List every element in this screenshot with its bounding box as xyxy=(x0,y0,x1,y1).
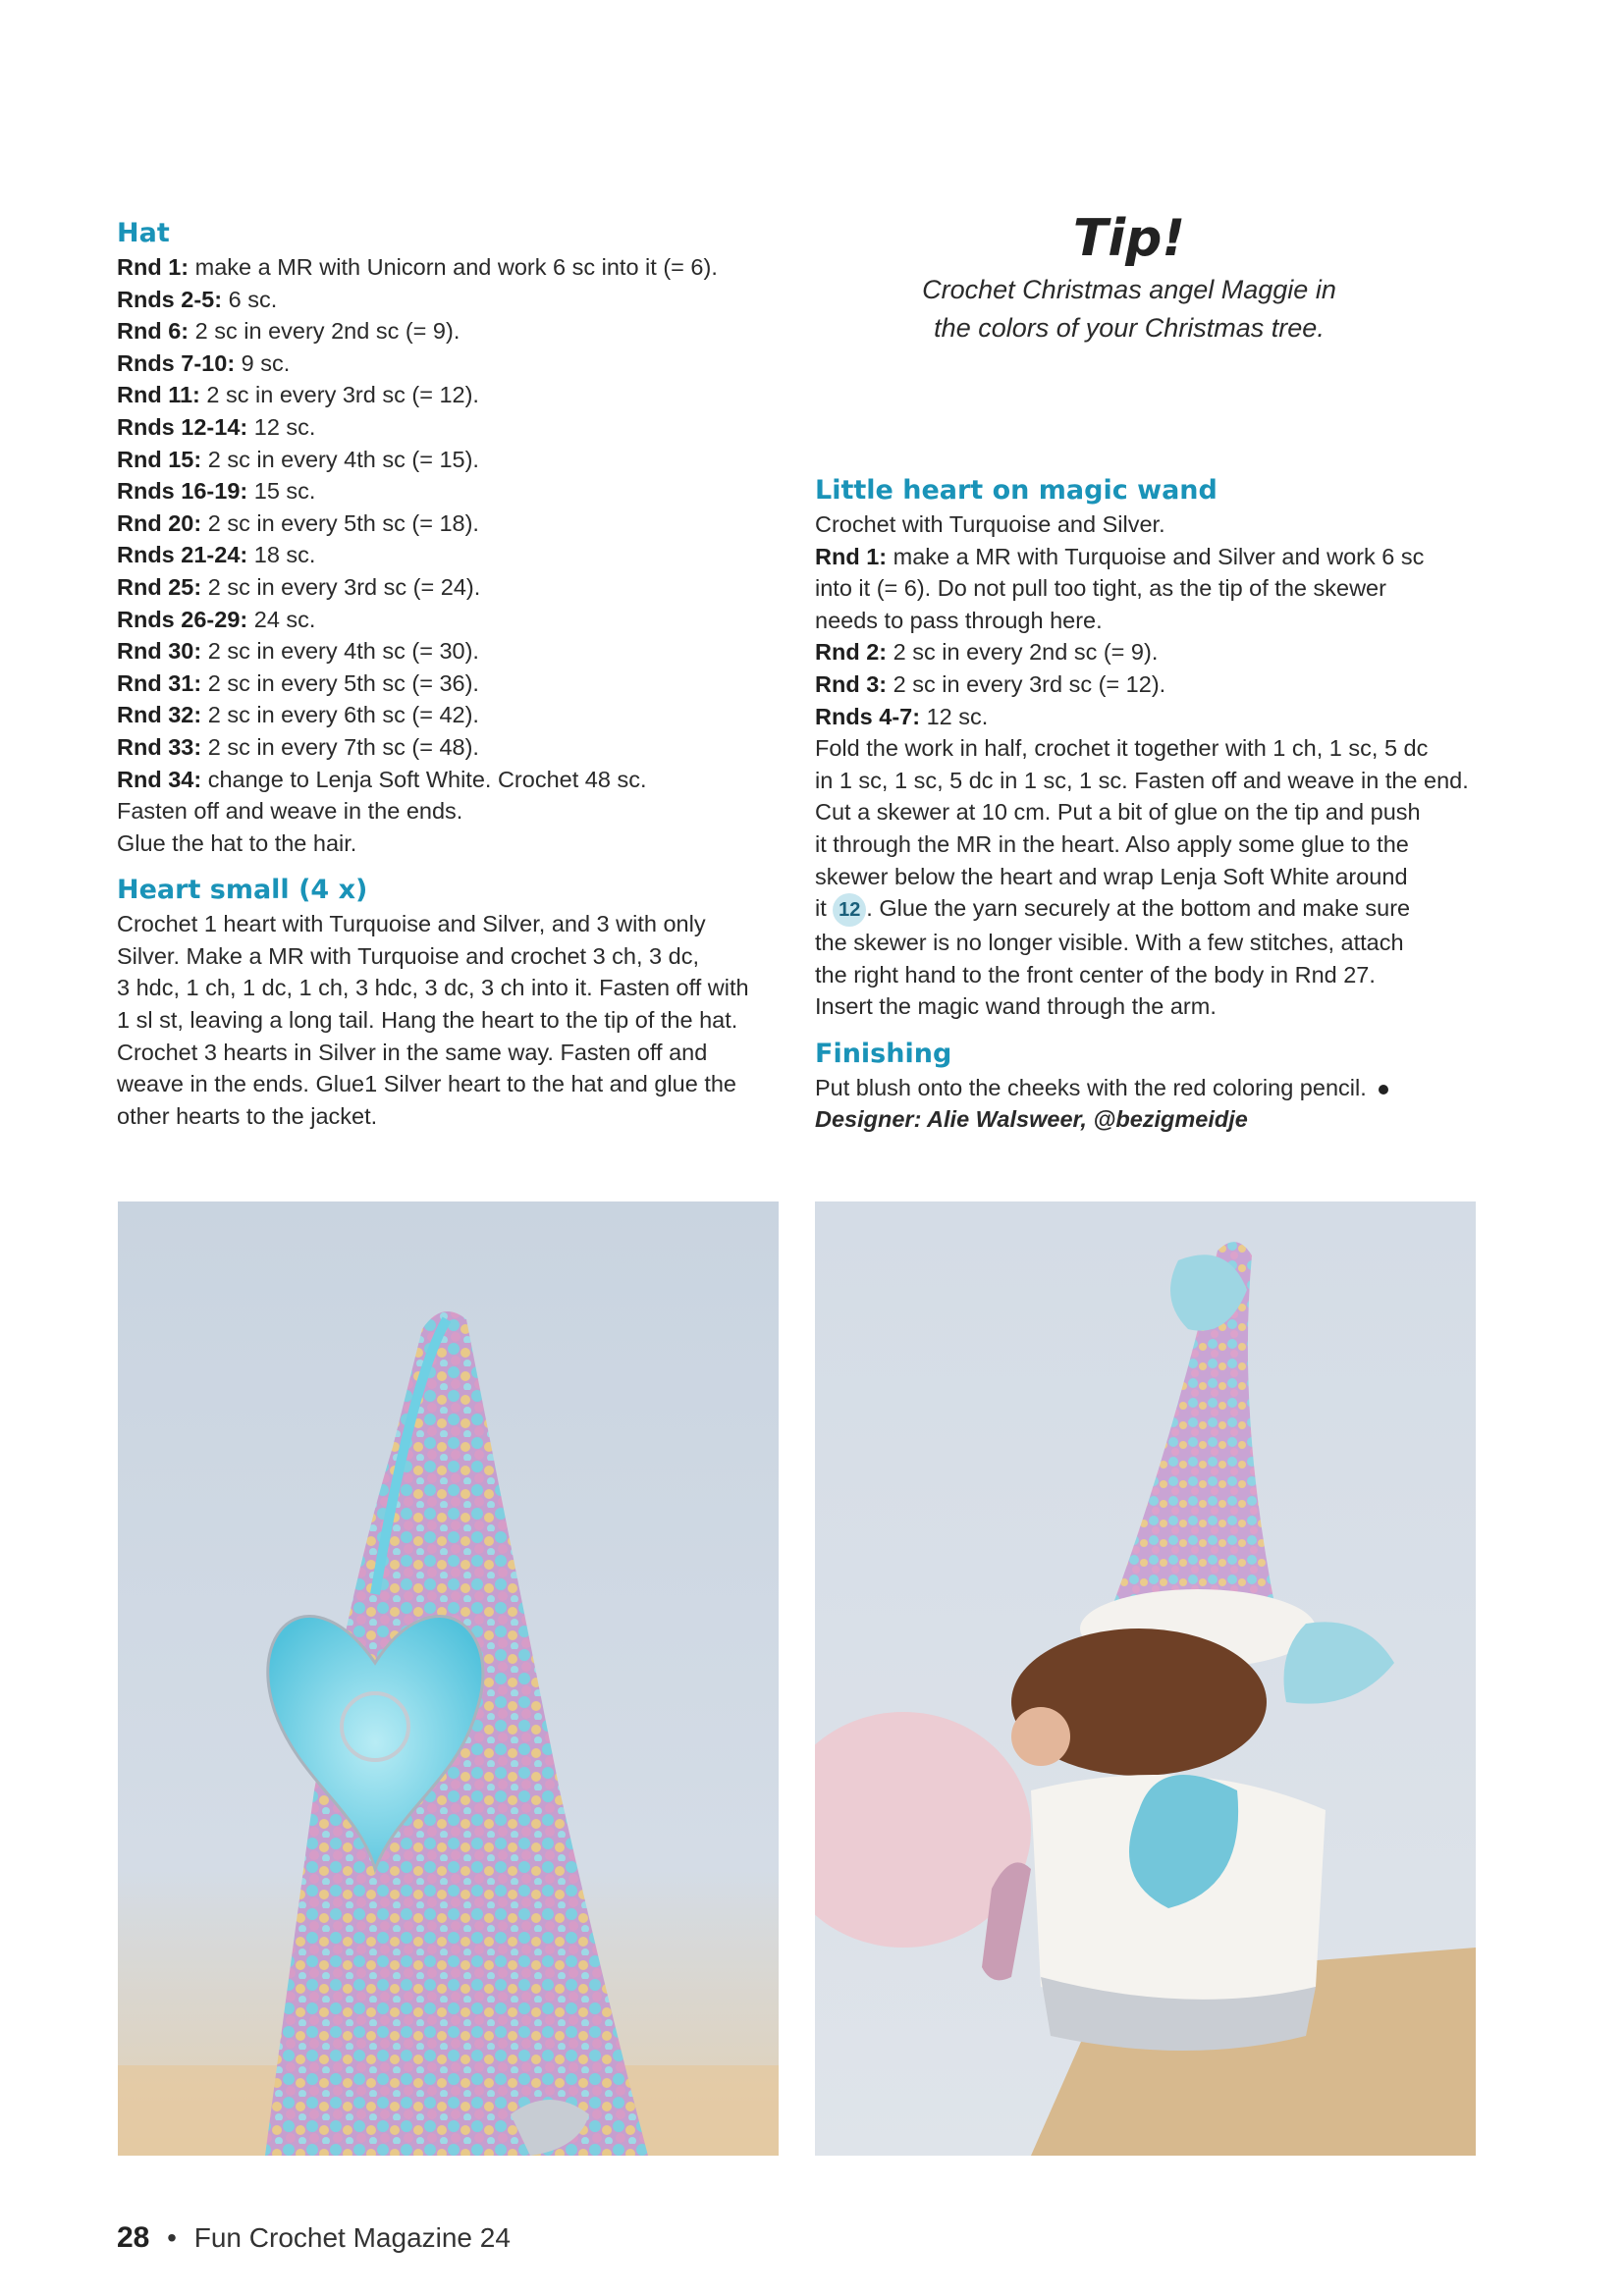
paragraph-line: it 12 . Glue the yarn securely at the bottom and make sure xyxy=(815,892,1483,927)
little-heart-section xyxy=(815,473,1483,1023)
magazine-title: Fun Crochet Magazine 24 xyxy=(193,2222,511,2253)
paragraph-line: 1 sl st, leaving a long tail. Hang the heart to the tip of the hat. xyxy=(117,1007,738,1034)
paragraph-line: Insert the magic wand through the arm. xyxy=(815,993,1217,1020)
page-footer xyxy=(117,2220,511,2256)
paragraph-line: Put blush onto the cheeks with the red coloring pencil. xyxy=(815,1072,1483,1104)
tip-text xyxy=(815,271,1443,347)
tip-line: the colors of your Christmas tree. xyxy=(934,313,1325,343)
instruction-row: Fasten off and weave in the ends. xyxy=(117,798,463,825)
instruction-row: Rnd 1: make a MR with Turquoise and Silver and work 6 sc xyxy=(815,543,1425,569)
paragraph-line: needs to pass through here. xyxy=(815,607,1103,633)
instruction-row: Rnd 32: 2 sc in every 6th sc (= 42). xyxy=(117,702,479,728)
hat-heading: Hat xyxy=(117,218,170,248)
instruction-row: Rnd 30: 2 sc in every 4th sc (= 30). xyxy=(117,638,479,665)
photo-angel-doll xyxy=(815,1201,1476,2156)
instruction-row: Rnd 11: 2 sc in every 3rd sc (= 12). xyxy=(117,382,479,408)
hat-section xyxy=(117,216,794,859)
left-column xyxy=(117,216,794,1144)
instruction-row: Rnd 20: 2 sc in every 5th sc (= 18). xyxy=(117,509,479,536)
right-column xyxy=(815,473,1483,1148)
designer-credit: Designer: Alie Walsweer, @bezigmeidje xyxy=(815,1106,1248,1133)
instruction-row: Rnd 1: make a MR with Unicorn and work 6 sc into it (= 6). xyxy=(117,254,718,280)
finishing-section xyxy=(815,1037,1483,1136)
paragraph-line: Cut a skewer at 10 cm. Put a bit of glue on the tip and push xyxy=(815,799,1421,826)
instruction-row: Rnd 15: 2 sc in every 4th sc (= 15). xyxy=(117,446,479,472)
instruction-row: Glue the hat to the hair. xyxy=(117,829,357,856)
paragraph-line: it through the MR in the heart. Also apply some glue to the xyxy=(815,830,1409,857)
angel-doll-illustration xyxy=(815,1201,1476,2156)
instruction-row: Rnds 16-19: 15 sc. xyxy=(117,478,316,505)
end-mark-icon xyxy=(1379,1085,1388,1095)
paragraph-line: weave in the ends. Glue1 Silver heart to the hat and glue the xyxy=(117,1071,737,1097)
tip-box xyxy=(815,208,1443,347)
paragraph-line: into it (= 6). Do not pull too tight, as the tip of the skewer xyxy=(815,575,1386,602)
instruction-row: Rnd 2: 2 sc in every 2nd sc (= 9). xyxy=(815,639,1159,666)
instruction-row: Rnds 26-29: 24 sc. xyxy=(117,606,316,632)
paragraph-line: in 1 sc, 1 sc, 5 dc in 1 sc, 1 sc. Fasten off and weave in the end. xyxy=(815,767,1469,793)
footer-separator: • xyxy=(167,2222,177,2253)
instruction-row: Rnds 2-5: 6 sc. xyxy=(117,286,278,312)
paragraph-line: Crochet 1 heart with Turquoise and Silver, and 3 with only xyxy=(117,911,706,937)
heart-small-heading: Heart small (4 x) xyxy=(117,875,368,906)
paragraph-line: Fold the work in half, crochet it together with 1 ch, 1 sc, 5 dc xyxy=(815,735,1429,762)
photo-reference-badge: 12 xyxy=(833,893,866,927)
instruction-row: Rnds 12-14: 12 sc. xyxy=(117,413,316,440)
tip-title: Tip! xyxy=(1072,209,1186,268)
tip-line: Crochet Christmas angel Maggie in xyxy=(922,275,1336,304)
instruction-row: Rnd 31: 2 sc in every 5th sc (= 36). xyxy=(117,669,479,696)
paragraph-line: other hearts to the jacket. xyxy=(117,1102,378,1129)
page-number: 28 xyxy=(117,2221,150,2254)
paragraph-line: Silver. Make a MR with Turquoise and crochet 3 ch, 3 dc, xyxy=(117,942,699,969)
instruction-row: Rnd 6: 2 sc in every 2nd sc (= 9). xyxy=(117,318,460,345)
paragraph-line: the right hand to the front center of the body in Rnd 27. xyxy=(815,961,1376,988)
paragraph-line: Crochet with Turquoise and Silver. xyxy=(815,511,1165,537)
hat-instructions xyxy=(117,251,794,859)
finishing-heading: Finishing xyxy=(815,1038,952,1069)
instruction-row: Rnd 34: change to Lenja Soft White. Crochet 48 sc. xyxy=(117,766,647,792)
photo-hat-closeup xyxy=(118,1201,779,2156)
instruction-row: Rnd 33: 2 sc in every 7th sc (= 48). xyxy=(117,733,479,760)
instruction-row: Rnds 4-7: 12 sc. xyxy=(815,703,989,729)
instruction-row: Rnd 3: 2 sc in every 3rd sc (= 12). xyxy=(815,670,1166,697)
heart-small-section xyxy=(117,873,794,1132)
paragraph-line: 3 hdc, 1 ch, 1 dc, 1 ch, 3 hdc, 3 dc, 3 ch into it. Fasten off with xyxy=(117,975,749,1001)
little-heart-heading: Little heart on magic wand xyxy=(815,475,1218,506)
instruction-row: Rnd 25: 2 sc in every 3rd sc (= 24). xyxy=(117,573,481,600)
paragraph-line: Crochet 3 hearts in Silver in the same way. Fasten off and xyxy=(117,1039,708,1065)
instruction-row: Rnds 7-10: 9 sc. xyxy=(117,349,291,376)
paragraph-line: skewer below the heart and wrap Lenja Soft White around xyxy=(815,863,1408,889)
instruction-row: Rnds 21-24: 18 sc. xyxy=(117,542,316,568)
paragraph-line: the skewer is no longer visible. With a few stitches, attach xyxy=(815,929,1404,955)
hat-closeup-illustration xyxy=(118,1201,779,2156)
